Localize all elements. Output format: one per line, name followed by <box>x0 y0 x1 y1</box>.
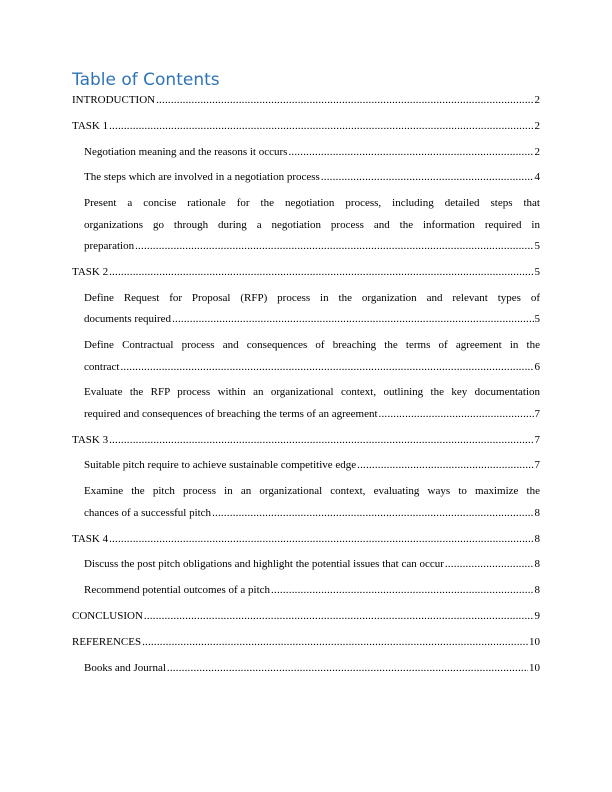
toc-entry-line <box>84 404 540 426</box>
dot-leader <box>109 529 533 551</box>
toc-entry-label: chances of a successful pitch <box>84 506 212 519</box>
toc-entry[interactable] <box>72 90 540 112</box>
toc-entry-label: REFERENCES <box>72 635 142 648</box>
dot-leader <box>142 632 528 654</box>
toc-page-number: 5 <box>534 313 540 326</box>
toc-link[interactable] <box>72 632 540 654</box>
dot-leader <box>212 503 533 525</box>
toc-entry-line <box>84 236 540 258</box>
dot-leader <box>271 580 533 602</box>
dot-leader <box>357 455 533 477</box>
toc-link[interactable] <box>72 529 540 551</box>
toc-entry[interactable] <box>72 262 540 284</box>
toc-link[interactable] <box>84 580 540 602</box>
toc-link[interactable] <box>84 481 540 524</box>
toc-entry-label: Books and Journal <box>84 661 166 674</box>
toc-link[interactable] <box>84 658 540 680</box>
toc-link[interactable] <box>72 262 540 284</box>
toc-page-number: 7 <box>534 407 540 420</box>
toc-list <box>72 90 540 679</box>
toc-entry[interactable] <box>72 193 540 258</box>
toc-entry-line <box>84 554 540 576</box>
toc-entry-label: preparation <box>84 240 135 253</box>
toc-entry-label: INTRODUCTION <box>72 94 156 106</box>
toc-entry-text-line: Evaluate the RFP process within an organizational context, outlining the key documentation <box>84 386 540 399</box>
dot-leader <box>288 142 533 164</box>
toc-entry-line <box>84 580 540 602</box>
toc-entry-text-line: Present a concise rationale for the negotiation process, including detailed steps that <box>84 197 540 210</box>
toc-page-number: 5 <box>534 265 540 278</box>
toc-entry-label: The steps which are involved in a negotiation process <box>84 171 320 184</box>
toc-link[interactable] <box>84 382 540 425</box>
dot-leader <box>135 236 533 258</box>
toc-entry[interactable] <box>72 481 540 524</box>
toc-entry-line <box>72 606 540 628</box>
toc-entry-line <box>84 142 540 164</box>
toc-link[interactable] <box>72 606 540 628</box>
toc-page-number: 4 <box>534 171 540 184</box>
toc-link[interactable] <box>72 116 540 138</box>
toc-entry[interactable] <box>72 632 540 654</box>
toc-entry[interactable] <box>72 382 540 425</box>
toc-link[interactable] <box>84 288 540 331</box>
toc-link[interactable] <box>84 455 540 477</box>
toc-entry-line <box>72 529 540 551</box>
toc-page-number: 2 <box>534 145 540 158</box>
toc-page-number: 10 <box>529 635 540 648</box>
toc-entry-label: TASK 3 <box>72 433 109 446</box>
toc-entry-label: required and consequences of breaching the terms of an agreement <box>84 407 378 420</box>
dot-leader <box>156 90 533 112</box>
toc-link[interactable] <box>72 90 540 112</box>
dot-leader <box>172 309 533 331</box>
toc-entry-label: TASK 1 <box>72 119 109 132</box>
toc-entry-text-line: Define Contractual process and consequences of breaching the terms of agreement in the <box>84 339 540 352</box>
dot-leader <box>109 430 533 452</box>
toc-page-number: 9 <box>534 609 540 622</box>
dot-leader <box>379 404 534 426</box>
dot-leader <box>109 116 533 138</box>
toc-entry-line <box>84 658 540 680</box>
toc-page-number: 7 <box>534 459 540 472</box>
toc-entry-label: TASK 2 <box>72 265 109 278</box>
toc-entry-label: contract <box>84 360 120 373</box>
document-page <box>72 70 540 683</box>
toc-entry-label: Negotiation meaning and the reasons it occurs <box>84 145 288 158</box>
toc-entry-line <box>72 632 540 654</box>
toc-entry-label: Recommend potential outcomes of a pitch <box>84 584 271 597</box>
toc-page-number: 8 <box>534 584 540 597</box>
toc-page-number: 8 <box>534 506 540 519</box>
toc-entry-line <box>84 357 540 379</box>
toc-entry-text-line: organizations go through during a negotiation process and the information required in <box>84 218 540 231</box>
toc-entry[interactable] <box>72 288 540 331</box>
toc-entry[interactable] <box>72 455 540 477</box>
dot-leader <box>109 262 533 284</box>
toc-entry[interactable] <box>72 116 540 138</box>
dot-leader <box>445 554 534 576</box>
toc-entry[interactable] <box>72 580 540 602</box>
toc-entry[interactable] <box>72 554 540 576</box>
toc-entry-label: documents required <box>84 313 172 326</box>
toc-entry[interactable] <box>72 658 540 680</box>
toc-entry-line <box>72 262 540 284</box>
toc-link[interactable] <box>84 142 540 164</box>
dot-leader <box>321 167 534 189</box>
toc-entry-line <box>72 430 540 452</box>
toc-entry-line <box>84 455 540 477</box>
toc-entry-label: TASK 4 <box>72 532 109 545</box>
toc-entry[interactable] <box>72 335 540 378</box>
dot-leader <box>167 658 528 680</box>
toc-entry-label: Suitable pitch require to achieve sustainable competitive edge <box>84 459 357 472</box>
toc-page-number: 10 <box>529 661 540 674</box>
toc-title: Table of Contents <box>72 70 220 90</box>
toc-page-number: 2 <box>534 119 540 132</box>
toc-link[interactable] <box>72 430 540 452</box>
toc-entry[interactable] <box>72 142 540 164</box>
toc-entry-text-line: Define Request for Proposal (RFP) process in the organization and relevant types of <box>84 291 540 304</box>
toc-entry-line <box>84 167 540 189</box>
toc-entry-text-line: Examine the pitch process in an organizational context, evaluating ways to maximize the <box>84 485 540 498</box>
toc-entry-line <box>84 503 540 525</box>
toc-entry-line <box>72 116 540 138</box>
toc-entry[interactable] <box>72 529 540 551</box>
toc-entry[interactable] <box>72 606 540 628</box>
toc-link[interactable] <box>84 193 540 258</box>
toc-link[interactable] <box>84 554 540 576</box>
dot-leader <box>144 606 534 628</box>
dot-leader <box>120 357 533 379</box>
toc-page-number: 8 <box>534 532 540 545</box>
toc-page-number: 8 <box>534 558 540 571</box>
toc-entry-line <box>72 90 540 112</box>
toc-page-number: 7 <box>534 433 540 446</box>
toc-link[interactable] <box>84 167 540 189</box>
toc-page-number: 2 <box>534 94 540 106</box>
toc-entry-label: Discuss the post pitch obligations and highlight the potential issues that can occur <box>84 558 444 571</box>
toc-entry-line <box>84 309 540 331</box>
toc-link[interactable] <box>84 335 540 378</box>
toc-page-number: 5 <box>534 240 540 253</box>
toc-entry-label: CONCLUSION <box>72 609 143 622</box>
toc-page-number: 6 <box>534 360 540 373</box>
toc-entry[interactable] <box>72 430 540 452</box>
toc-entry[interactable] <box>72 167 540 189</box>
